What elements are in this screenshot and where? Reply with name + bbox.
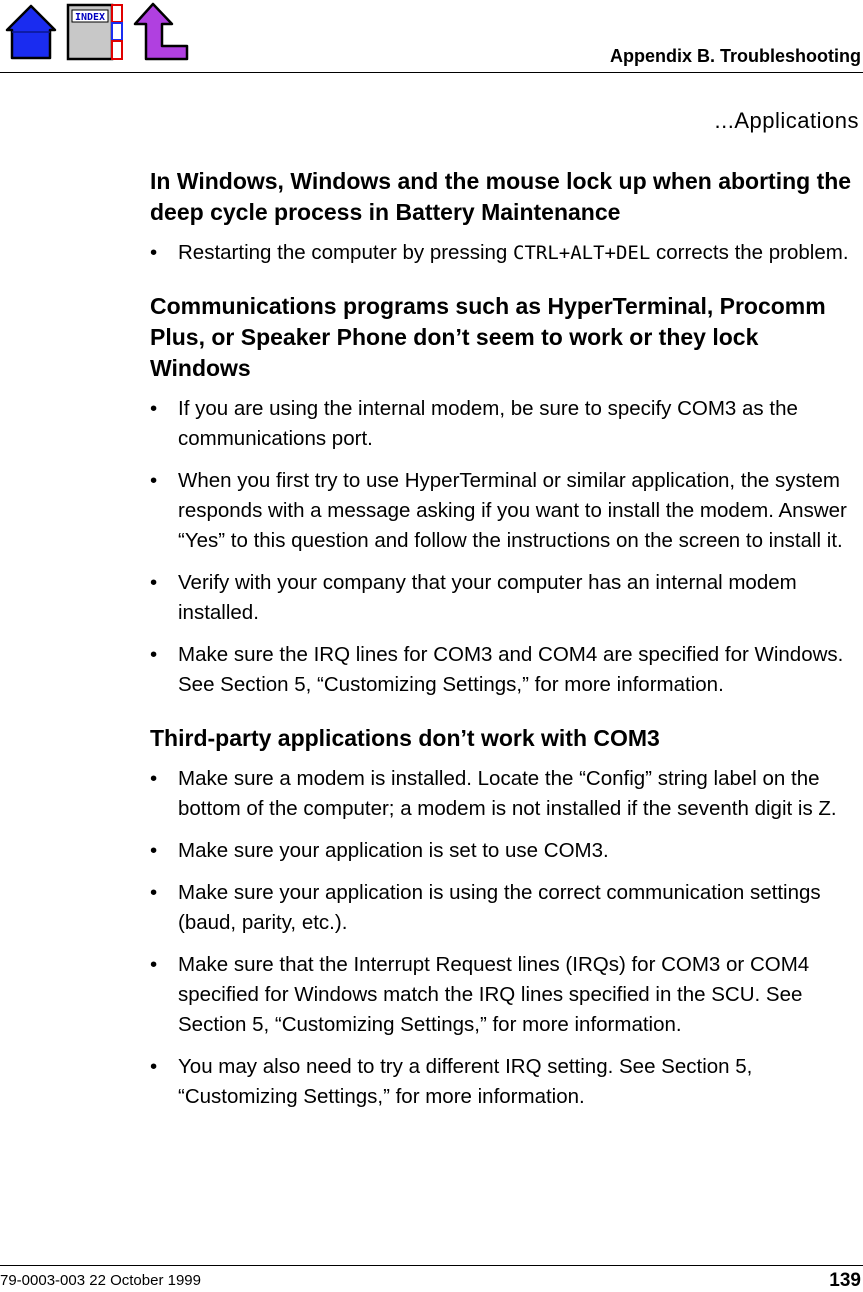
- bullet-list: [150, 394, 862, 700]
- list-item: • You may also need to try a different IRQ setting. See Section 5, “Customizing Settings,” for more information.: [150, 1052, 862, 1112]
- bullet-text: Restarting the computer by pressing: [178, 241, 513, 264]
- up-arrow-icon[interactable]: [132, 2, 190, 62]
- list-item: • Make sure the IRQ lines for COM3 and COM4 are specified for Windows. See Section 5, “Customizing Settings,” for more information.: [150, 640, 862, 700]
- list-item: • Make sure that the Interrupt Request lines (IRQs) for COM3 or COM4 specified for Windows match the IRQ lines specified in the SCU. See Section 5, “Customizing Settings,” for more information.: [150, 950, 862, 1040]
- list-item: [150, 238, 862, 268]
- topic-heading: In Windows, Windows and the mouse lock up when aborting the deep cycle process in Battery Maintenance: [150, 168, 852, 225]
- key-combo: CTRL+ALT+DEL: [513, 242, 651, 264]
- list-item: • Verify with your company that your computer has an internal modem installed.: [150, 568, 862, 628]
- bullet-list: [150, 764, 862, 1112]
- index-icon-label: INDEX: [74, 12, 106, 23]
- list-item: • Make sure your application is using the correct communication settings (baud, parity, etc.).: [150, 878, 862, 938]
- list-item: • If you are using the internal modem, be sure to specify COM3 as the communications port.: [150, 394, 862, 454]
- page-number: 139: [829, 1270, 861, 1291]
- main-content: [150, 166, 862, 1124]
- topic-third-party-com3: [150, 723, 862, 1112]
- index-icon[interactable]: [66, 2, 126, 62]
- topic-heading: Third-party applications don’t work with COM3: [150, 725, 660, 751]
- bullet-text: corrects the problem.: [650, 241, 849, 264]
- topic-heading: Communications programs such as HyperTerminal, Procomm Plus, or Speaker Phone don’t seem to work or they lock Windows: [150, 293, 826, 381]
- bullet-list: [150, 238, 862, 268]
- section-label: ...Applications: [714, 108, 859, 133]
- list-item: • When you first try to use HyperTerminal or similar application, the system responds with a message asking if you want to install the modem. Answer “Yes” to this question and follow the instructions on the screen to install it.: [150, 466, 862, 556]
- list-item: • Make sure your application is set to use COM3.: [150, 836, 862, 866]
- footer-document-number: 79-0003-003 22 October 1999: [0, 1272, 201, 1289]
- header-divider: [0, 72, 863, 73]
- topic-communications-programs: [150, 291, 862, 700]
- navigation-toolbar: [4, 2, 194, 62]
- home-icon[interactable]: [4, 2, 58, 62]
- footer-divider: [0, 1265, 863, 1266]
- topic-battery-lockup: [150, 166, 862, 268]
- header-title: Appendix B. Troubleshooting: [610, 46, 861, 66]
- list-item: • Make sure a modem is installed. Locate the “Config” string label on the bottom of the computer; a modem is not installed if the seventh digit is Z.: [150, 764, 862, 824]
